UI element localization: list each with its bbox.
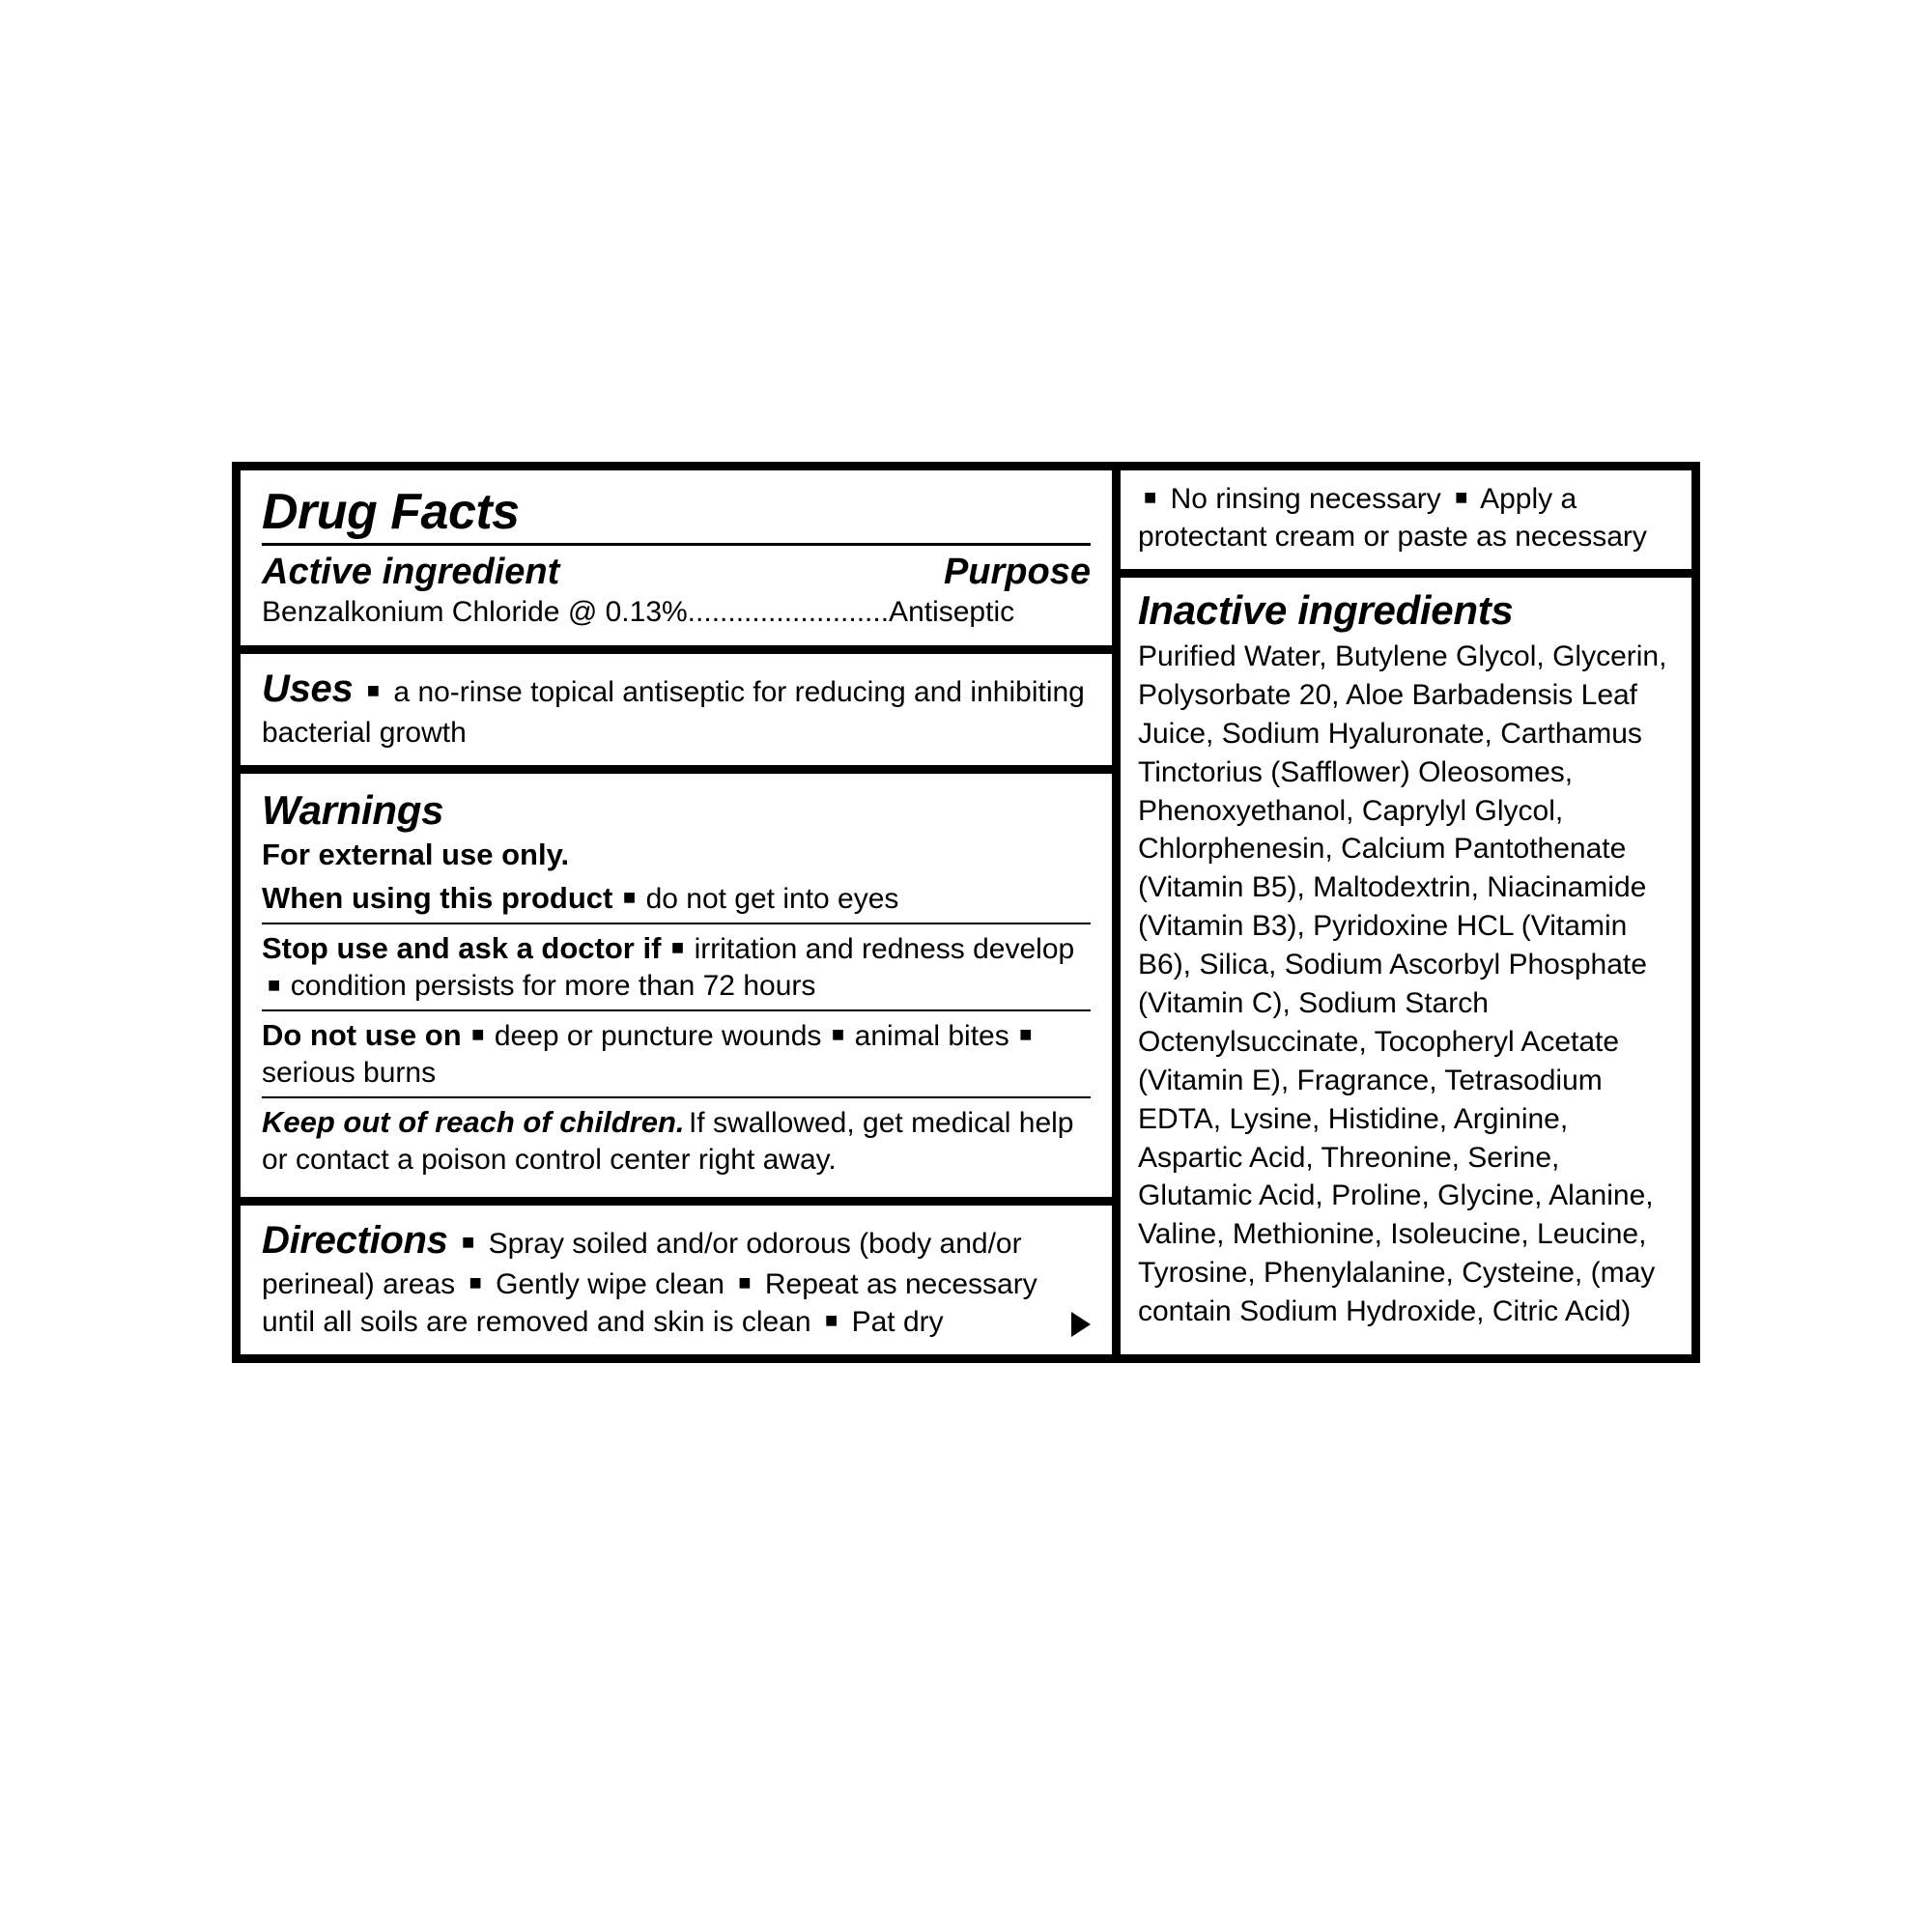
- bullet-icon: ■: [268, 972, 281, 997]
- warning-external-use: For external use only.: [262, 837, 570, 871]
- continuation-arrow-icon: [1071, 1312, 1091, 1337]
- purpose-heading: Purpose: [943, 551, 1091, 592]
- stop-use-item-1: irritation and redness develop: [694, 933, 1075, 966]
- inactive-ingredients-text: Purified Water, Butylene Glycol, Glycerin, Polysorbate 20, Aloe Barbadensis Leaf Juice, Sodium Hyaluronate, Carthamus Tinctorius (Safflower) Oleosomes, Phenoxyethanol, Caprylyl Glycol, Chlorphenesin, Calcium Pantothenate (Vitamin B5), Maltodextrin, Niacinamide (Vitamin B3), Pyridoxine HCL (Vitamin B6), Silica, Sodium Ascorbyl Phosphate (Vitamin C), Sodium Starch Octenylsuccinate, Tocopheryl Acetate (Vitamin E), Fragrance, Tetrasodium EDTA, Lysine, Histidine, Arginine, Aspartic Acid, Threonine, Serine, Glutamic Acid, Proline, Glycine, Alanine, Valine, Methionine, Isoleucine, Leucine, Tyrosine, Phenylalanine, Cysteine, (may contain Sodium Hydroxide, Citric Acid): [1138, 640, 1667, 1328]
- bullet-icon: ■: [461, 1229, 475, 1254]
- do-not-use-item-3: serious burns: [262, 1057, 437, 1090]
- stop-use-lead: Stop use and ask a doctor if: [262, 931, 662, 966]
- when-using-text: do not get into eyes: [645, 882, 899, 915]
- page-title: Drug Facts: [262, 484, 520, 540]
- directions-continued-item-1: No rinsing necessary: [1170, 483, 1441, 515]
- inactive-ingredients-section: [1121, 578, 1691, 1345]
- do-not-use-lead: Do not use on: [262, 1017, 462, 1052]
- stop-use-item-2: condition persists for more than 72 hours: [290, 970, 816, 1003]
- warnings-section: [241, 774, 1112, 1206]
- active-ingredient-section: [241, 470, 1112, 654]
- directions-item-4: Pat dry: [851, 1305, 944, 1338]
- inactive-ingredients-heading: Inactive ingredients: [1138, 587, 1514, 633]
- title-rule: [262, 543, 1091, 546]
- do-not-use-item-2: animal bites: [854, 1019, 1009, 1052]
- bullet-icon: ■: [1019, 1022, 1033, 1047]
- warning-do-not-use: [262, 1011, 1091, 1098]
- uses-text: a no-rinse topical antiseptic for reducing and inhibiting bacterial growth: [262, 675, 1085, 749]
- directions-continued-section: [1121, 470, 1691, 578]
- warning-keep-out-of-reach: [262, 1098, 1091, 1183]
- directions-item-1: Spray soiled and/or odorous (body and/or perineal) areas: [262, 1227, 1022, 1300]
- bullet-icon: ■: [469, 1269, 482, 1294]
- bullet-icon: ■: [1455, 485, 1468, 510]
- drug-facts-panel: [232, 462, 1700, 1363]
- directions-continued-item-2: Apply a protectant cream or paste as necessary: [1138, 483, 1647, 553]
- keep-out-lead: Keep out of reach of children.: [262, 1104, 685, 1139]
- bullet-icon: ■: [831, 1022, 845, 1047]
- when-using-lead: When using this product: [262, 880, 613, 915]
- uses-row: [262, 664, 1091, 752]
- directions-row: [262, 1215, 1091, 1341]
- bullet-icon: ■: [1144, 485, 1157, 510]
- bullet-icon: ■: [670, 935, 685, 960]
- uses-heading: Uses: [262, 667, 354, 710]
- directions-item-3: Repeat as necessary until all soils are removed and skin is clean: [262, 1267, 1037, 1338]
- drug-facts-left-column: [232, 462, 1121, 1363]
- bullet-icon: ■: [471, 1022, 485, 1047]
- warning-stop-use: [262, 924, 1091, 1011]
- bullet-icon: ■: [366, 677, 381, 702]
- directions-item-2: Gently wipe clean: [496, 1267, 724, 1300]
- bullet-icon: ■: [622, 884, 637, 909]
- bullet-icon: ■: [738, 1269, 752, 1294]
- active-ingredient-heading-row: [262, 552, 1091, 593]
- uses-section: [241, 654, 1112, 774]
- drug-facts-right-column: [1121, 462, 1700, 1363]
- do-not-use-item-1: deep or puncture wounds: [494, 1019, 822, 1052]
- active-ingredient-heading: Active ingredient: [262, 551, 560, 592]
- active-ingredient-line: Benzalkonium Chloride @ 0.13%.........................Antiseptic: [262, 595, 1015, 628]
- warnings-heading: Warnings: [262, 786, 444, 833]
- keep-out-text: If swallowed, get medical help or contact a poison control center right away.: [262, 1106, 1074, 1177]
- bullet-icon: ■: [824, 1307, 838, 1332]
- directions-heading: Directions: [262, 1218, 448, 1262]
- directions-section: [241, 1206, 1112, 1354]
- warning-when-using: [262, 874, 1091, 924]
